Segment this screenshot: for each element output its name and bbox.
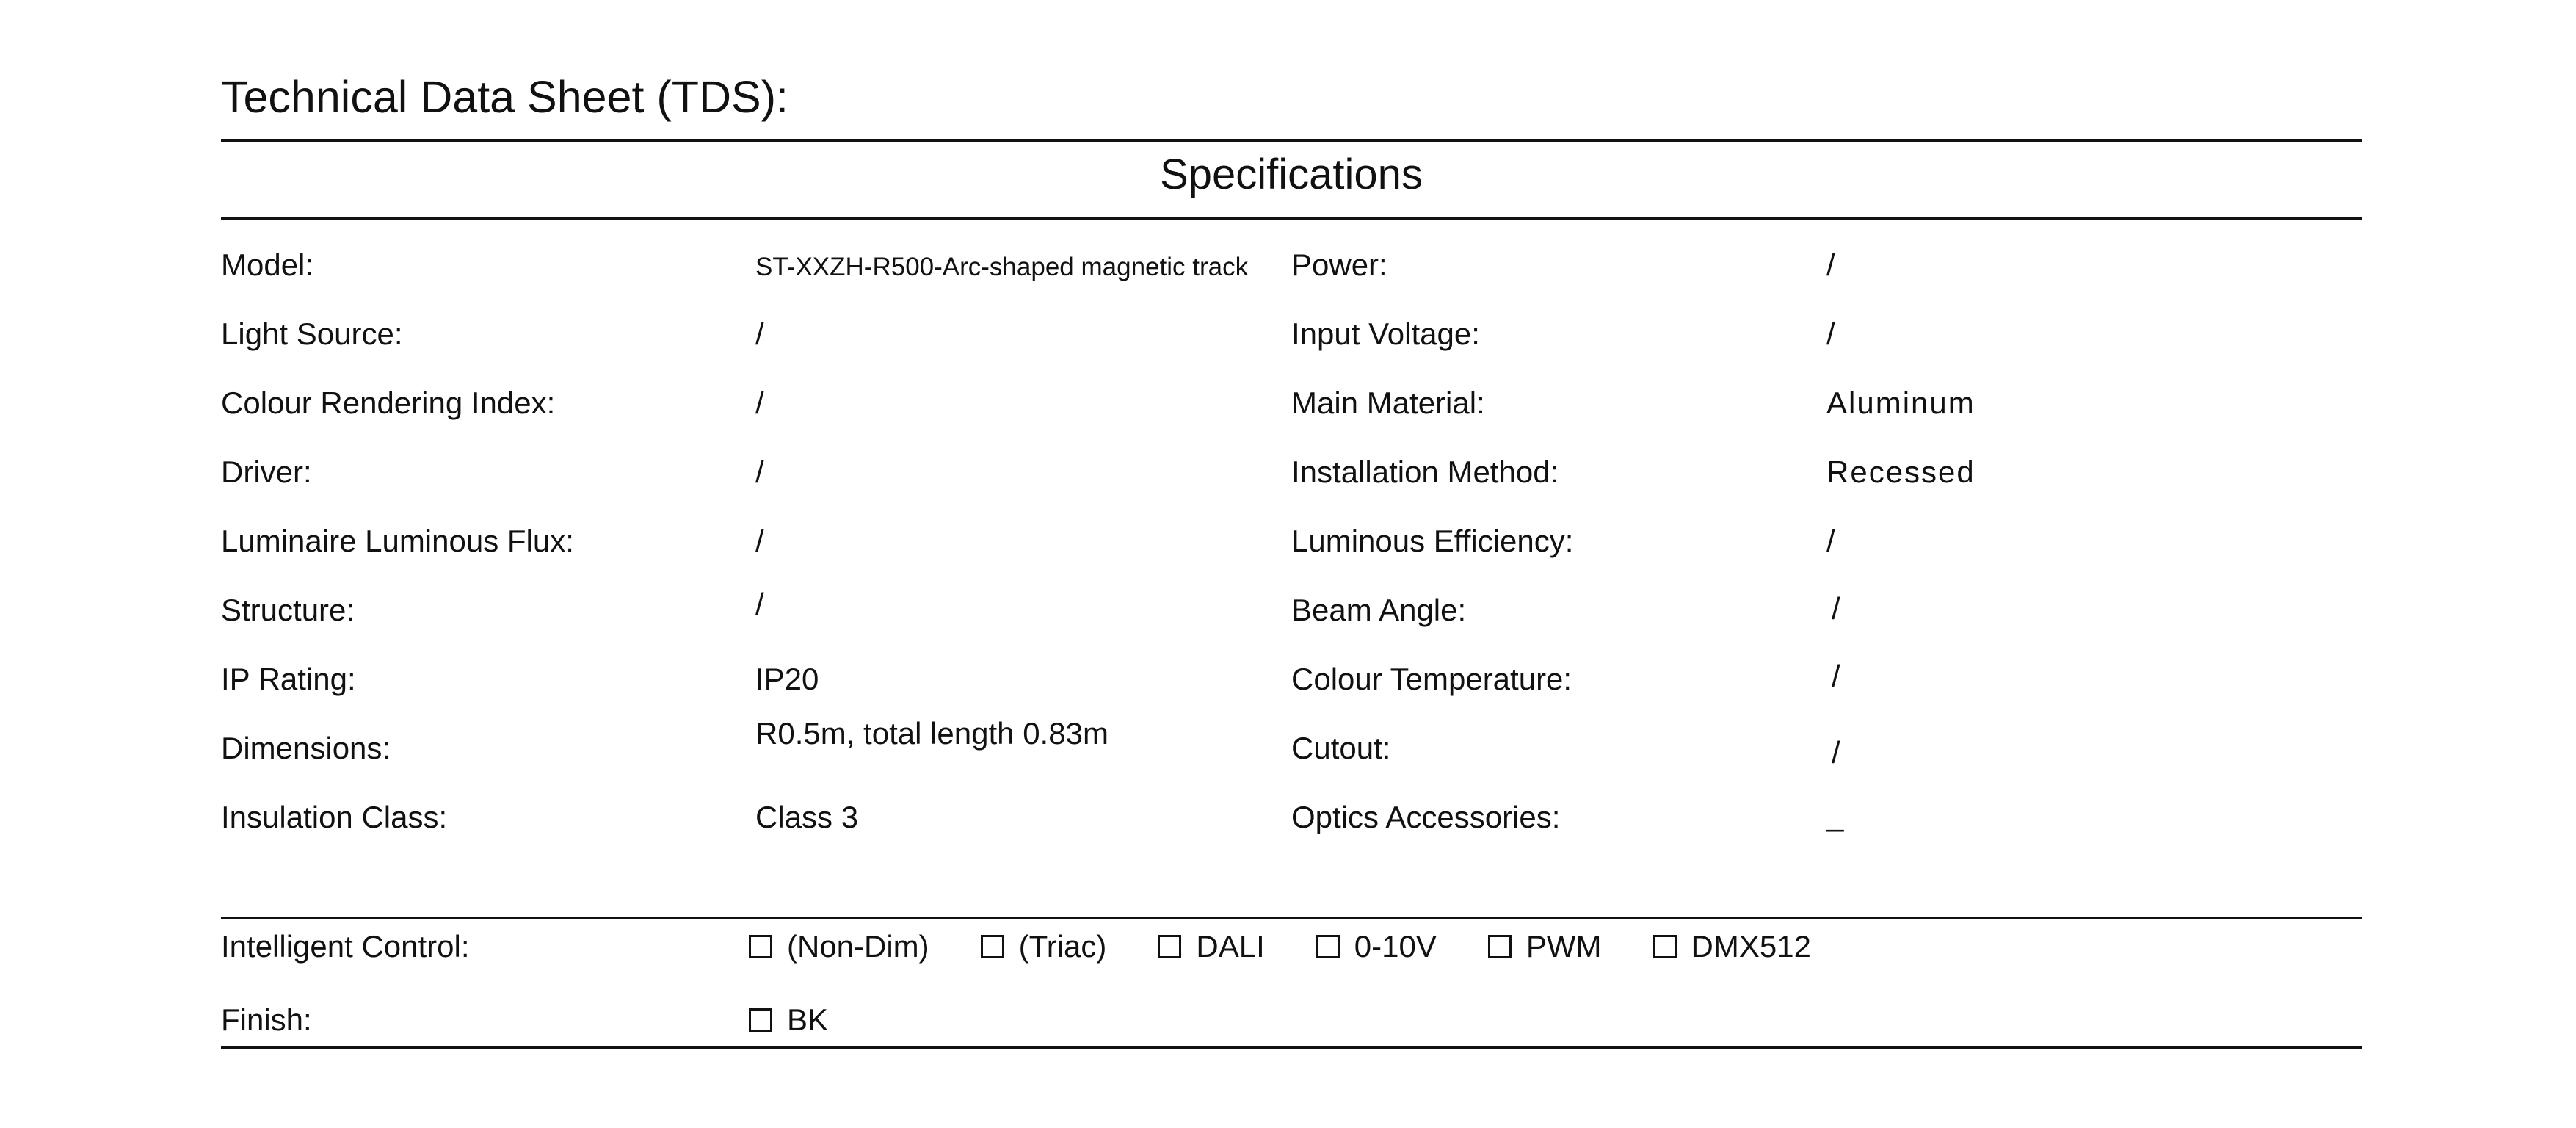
spec-label-light-source: Light Source: (221, 317, 403, 351)
option-dali[interactable] (1158, 926, 1264, 967)
option-label: (Non-Dim) (787, 929, 929, 964)
checkbox-icon[interactable] (749, 935, 772, 958)
spec-value-insulation-class: Class 3 (755, 800, 859, 834)
spec-value-model: ST-XXZH-R500-Arc-shaped magnetic track (755, 253, 1249, 281)
spec-label-optics-accessories: Optics Accessories: (1291, 800, 1561, 834)
spec-value-installation-method: Recessed (1826, 455, 1975, 489)
spec-label-structure: Structure: (221, 593, 355, 627)
title-divider (221, 139, 2362, 142)
spec-label-luminous-efficiency: Luminous Efficiency: (1291, 524, 1574, 558)
spec-value-colour-temperature: / (1832, 659, 1840, 693)
finish-label: Finish: (221, 1002, 312, 1037)
option-label: DMX512 (1691, 929, 1811, 964)
technical-data-sheet (221, 0, 2362, 1128)
section-title: Specifications (1160, 151, 1423, 198)
checkbox-icon[interactable] (1158, 935, 1181, 958)
spec-value-ip-rating: IP20 (755, 662, 819, 696)
option-label: (Triac) (1018, 929, 1107, 964)
checkbox-icon[interactable] (1488, 935, 1512, 958)
spec-value-cutout: / (1832, 735, 1840, 770)
spec-label-colour-temperature: Colour Temperature: (1291, 662, 1572, 696)
document-title: Technical Data Sheet (TDS): (221, 72, 788, 122)
option-label: BK (787, 1002, 829, 1037)
spec-value-luminous-efficiency: / (1826, 524, 1835, 558)
spec-label-insulation-class: Insulation Class: (221, 800, 448, 834)
spec-value-main-material: Aluminum (1826, 386, 1975, 420)
spec-value-colour-rendering-index: / (755, 386, 764, 420)
option-non-dim[interactable] (749, 926, 929, 967)
options-top-divider (221, 916, 2362, 919)
spec-label-input-voltage: Input Voltage: (1291, 317, 1480, 351)
spec-value-beam-angle: / (1832, 591, 1840, 626)
spec-label-power: Power: (1291, 247, 1387, 282)
option-0-10v[interactable] (1316, 926, 1437, 967)
spec-label-cutout: Cutout: (1291, 731, 1391, 765)
spec-label-main-material: Main Material: (1291, 386, 1485, 420)
spec-value-dimensions: R0.5m, total length 0.83m (755, 716, 1109, 751)
checkbox-icon[interactable] (981, 935, 1004, 958)
spec-label-model: Model: (221, 247, 314, 282)
option-bk[interactable] (749, 999, 828, 1041)
finish-options (749, 999, 879, 1041)
spec-label-dimensions: Dimensions: (221, 731, 391, 765)
spec-label-driver: Driver: (221, 455, 312, 489)
spec-value-power: / (1826, 247, 1835, 282)
checkbox-icon[interactable] (749, 1008, 772, 1032)
spec-value-input-voltage: / (1826, 317, 1835, 351)
spec-label-beam-angle: Beam Angle: (1291, 593, 1467, 627)
spec-value-structure: / (755, 587, 764, 621)
spec-label-luminaire-luminous-flux: Luminaire Luminous Flux: (221, 524, 574, 558)
option-dmx512[interactable] (1653, 926, 1811, 967)
intelligent-control-options (749, 926, 1862, 967)
checkbox-icon[interactable] (1316, 935, 1340, 958)
section-divider (221, 217, 2362, 220)
option-label: 0-10V (1354, 929, 1437, 964)
spec-value-driver: / (755, 455, 764, 489)
spec-value-light-source: / (755, 317, 764, 351)
option-triac[interactable] (981, 926, 1107, 967)
option-label: DALI (1196, 929, 1265, 964)
options-bottom-divider (221, 1046, 2362, 1049)
intelligent-control-label: Intelligent Control: (221, 929, 470, 964)
spec-value-luminaire-luminous-flux: / (755, 524, 764, 558)
spec-label-ip-rating: IP Rating: (221, 662, 356, 696)
spec-label-colour-rendering-index: Colour Rendering Index: (221, 386, 556, 420)
option-pwm[interactable] (1488, 926, 1602, 967)
spec-value-optics-accessories: _ (1826, 798, 1844, 832)
checkbox-icon[interactable] (1653, 935, 1677, 958)
option-label: PWM (1525, 929, 1602, 964)
spec-label-installation-method: Installation Method: (1291, 455, 1559, 489)
